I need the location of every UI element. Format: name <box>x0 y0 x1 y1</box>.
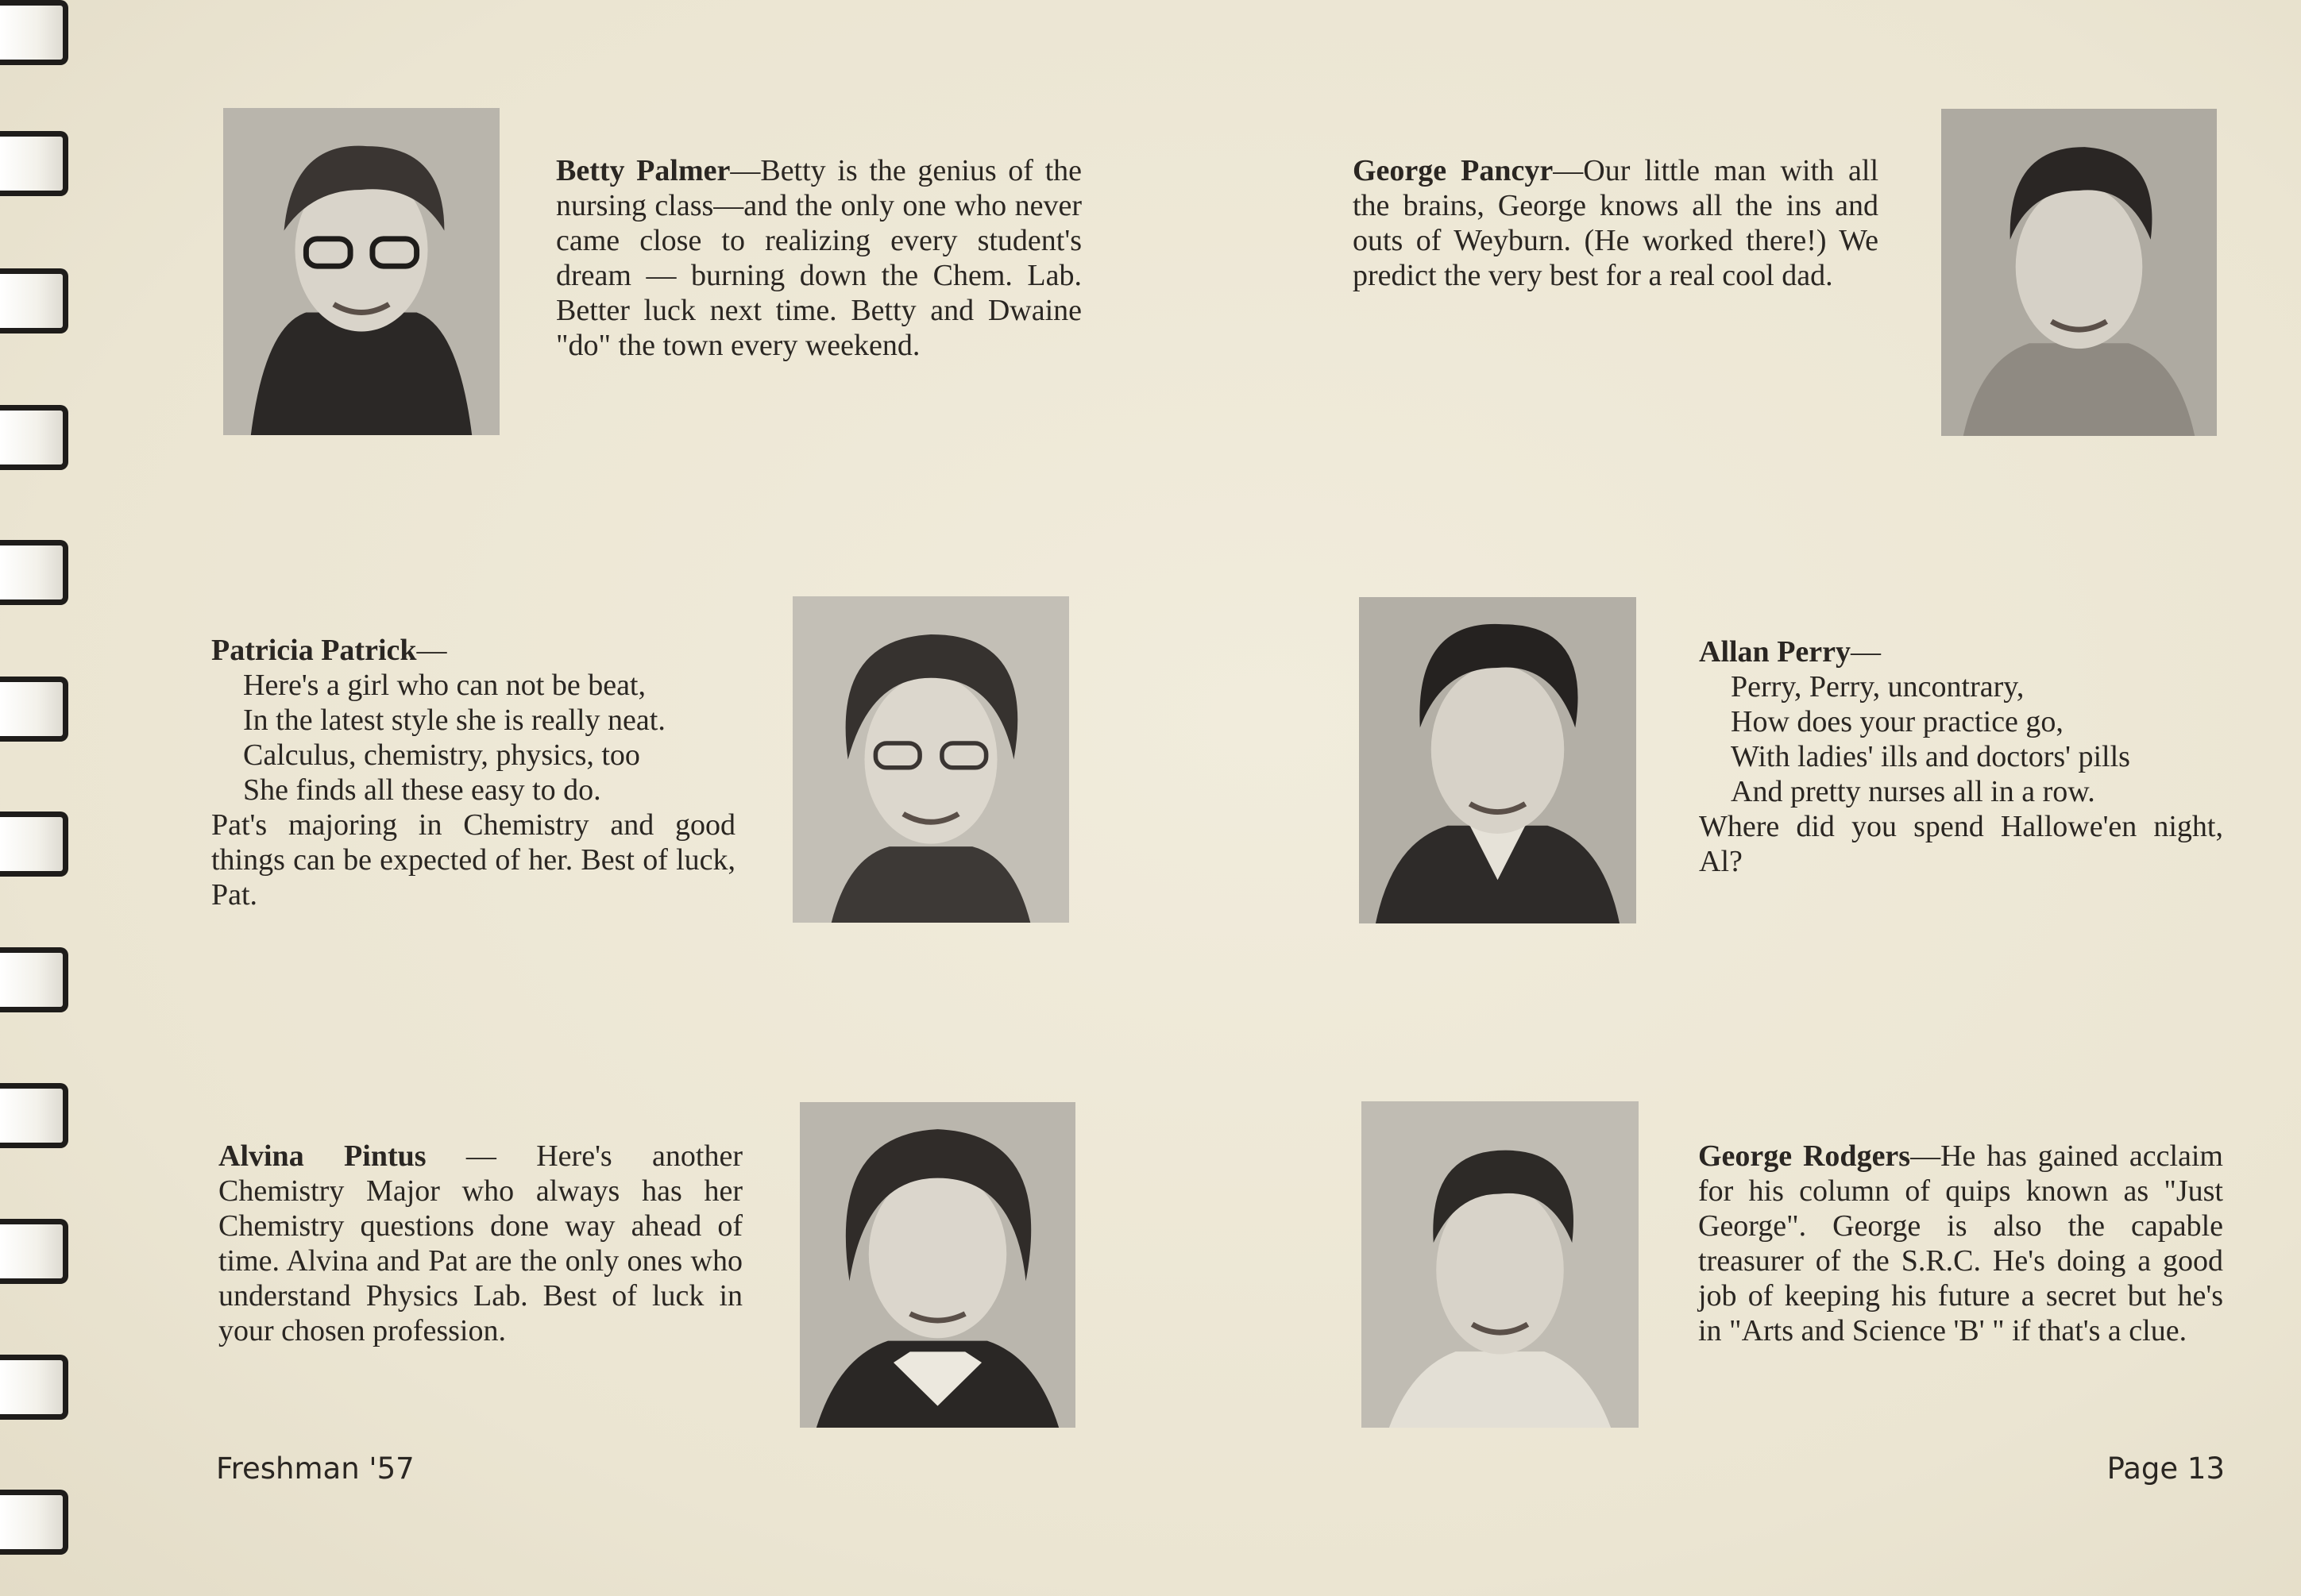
name-george-rodgers: George Rodgers <box>1698 1139 1911 1173</box>
binding-ring <box>0 1490 68 1555</box>
text-betty-palmer: —Betty is the genius of the nursing class—and the only one who never came close to realizing every student's dream — burning down the Chem. Lab. Better luck next time. Betty and Dwaine "do" the town every weekend. <box>556 154 1082 362</box>
dash-patricia-patrick: — <box>416 634 447 667</box>
entry-alvina-pintus <box>218 1139 743 1348</box>
portrait-patricia-patrick <box>793 596 1069 923</box>
binding-ring <box>0 947 68 1012</box>
entry-george-rodgers <box>1698 1139 2223 1348</box>
portrait-george-rodgers <box>1361 1101 1639 1428</box>
poem-line: Calculus, chemistry, physics, too <box>243 738 640 772</box>
name-george-pancyr: George Pancyr <box>1353 154 1554 187</box>
binding-ring <box>0 405 68 470</box>
name-patricia-patrick: Patricia Patrick <box>211 634 417 667</box>
name-alvina-pintus: Alvina Pintus <box>218 1139 427 1173</box>
dash-allan-perry: — <box>1851 635 1882 669</box>
poem-line: With ladies' ills and doctors' pills <box>1731 740 2130 773</box>
poem-line: How does your practice go, <box>1731 705 2064 738</box>
prose-allan-perry: Where did you spend Hallowe'en night, Al? <box>1699 810 2223 878</box>
binding-ring <box>0 1083 68 1148</box>
portrait-allan-perry <box>1359 597 1636 923</box>
binding-ring <box>0 268 68 333</box>
poem-line: And pretty nurses all in a row. <box>1731 775 2095 808</box>
entry-betty-palmer <box>556 153 1082 363</box>
poem-line: She finds all these easy to do. <box>243 773 601 807</box>
page-number: Page 13 <box>2106 1451 2225 1486</box>
binding-ring <box>0 1219 68 1284</box>
entry-allan-perry <box>1699 634 2223 879</box>
portrait-george-pancyr <box>1941 109 2217 436</box>
portrait-betty-palmer <box>223 108 500 435</box>
name-allan-perry: Allan Perry <box>1699 635 1851 669</box>
prose-patricia-patrick: Pat's majoring in Chemistry and good things can be expected of her. Best of luck, Pat. <box>211 808 735 912</box>
binding-ring <box>0 677 68 742</box>
text-george-pancyr: —Our little man with all the brains, George knows all the ins and outs of Weyburn. (He worked there!) We predict the very best for a real cool dad. <box>1353 154 1879 292</box>
name-betty-palmer: Betty Palmer <box>556 154 731 187</box>
text-george-rodgers: —He has gained acclaim for his column of quips known as "Just George". George is also the capable treasurer of the S.R.C. He's doing a good job of keeping his future a secret but he's in "Arts and Science 'B' " if that's a clue. <box>1698 1139 2223 1347</box>
binding-ring <box>0 0 68 65</box>
footer-left: Freshman '57 <box>216 1451 415 1486</box>
poem-line: Here's a girl who can not be beat, <box>243 669 646 702</box>
spiral-binding <box>0 0 79 1596</box>
entry-patricia-patrick <box>211 633 735 912</box>
binding-ring <box>0 540 68 605</box>
binding-ring <box>0 1355 68 1420</box>
entry-george-pancyr <box>1353 153 1878 293</box>
binding-ring <box>0 131 68 196</box>
binding-ring <box>0 811 68 877</box>
portrait-alvina-pintus <box>800 1102 1075 1428</box>
poem-line: In the latest style she is really neat. <box>243 704 666 737</box>
text-alvina-pintus: — Here's another Chemistry Major who always has her Chemistry questions done way ahead of time. Alvina and Pat are the only ones who understand Physics Lab. Best of luck in your chosen profession. <box>218 1139 743 1347</box>
poem-line: Perry, Perry, uncontrary, <box>1731 670 2025 704</box>
